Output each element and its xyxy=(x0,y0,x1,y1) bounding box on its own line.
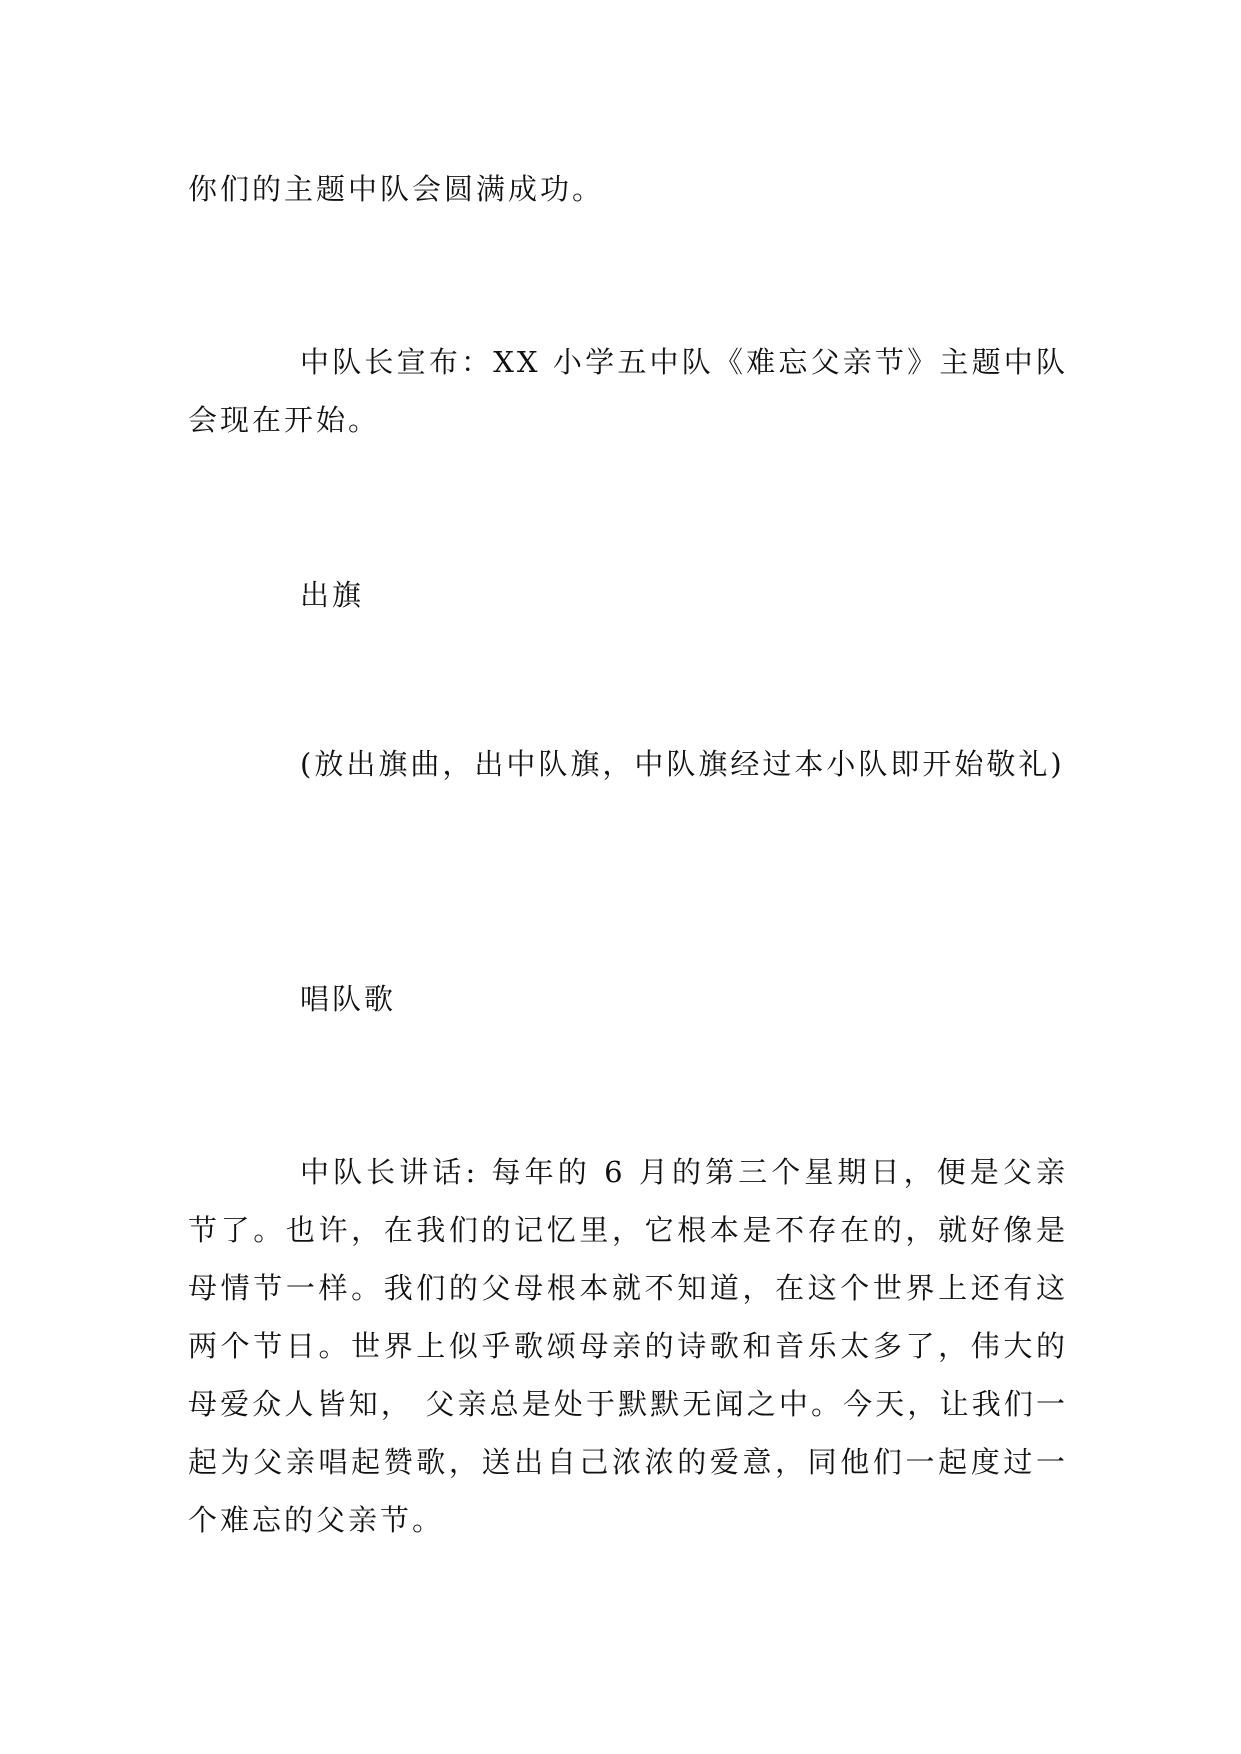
paragraph-flag-instructions: (放出旗曲，出中队旗，中队旗经过本小队即开始敬礼) xyxy=(300,747,1065,781)
paragraph-closing-line: 你们的主题中队会圆满成功。 xyxy=(188,172,605,206)
paragraph-sing-song: 唱队歌 xyxy=(300,982,397,1016)
paragraph-announcement: 中队长宣布：XX 小学五中队《难忘父亲节》主题中队会现在开始。 xyxy=(188,345,1068,437)
paragraph-flag-entry: 出旗 xyxy=(300,578,365,612)
paragraph-speech: 中队长讲话: 每年的 6 月的第三个星期日，便是父亲节了。也许，在我们的记忆里，它根本是不存在的，就好像是母情节一样。我们的父母根本就不知道，在这个世界上还有这两个节日。世界上似乎歌颂母亲的诗歌和音乐太多了，伟大的母爱众人皆知， 父亲总是处于默默无闻之中。今天，让我们一起为父亲唱起赞歌，送出自己浓浓的爱意，同他们一起度过一个难忘的父亲节。 xyxy=(188,1155,1068,1537)
